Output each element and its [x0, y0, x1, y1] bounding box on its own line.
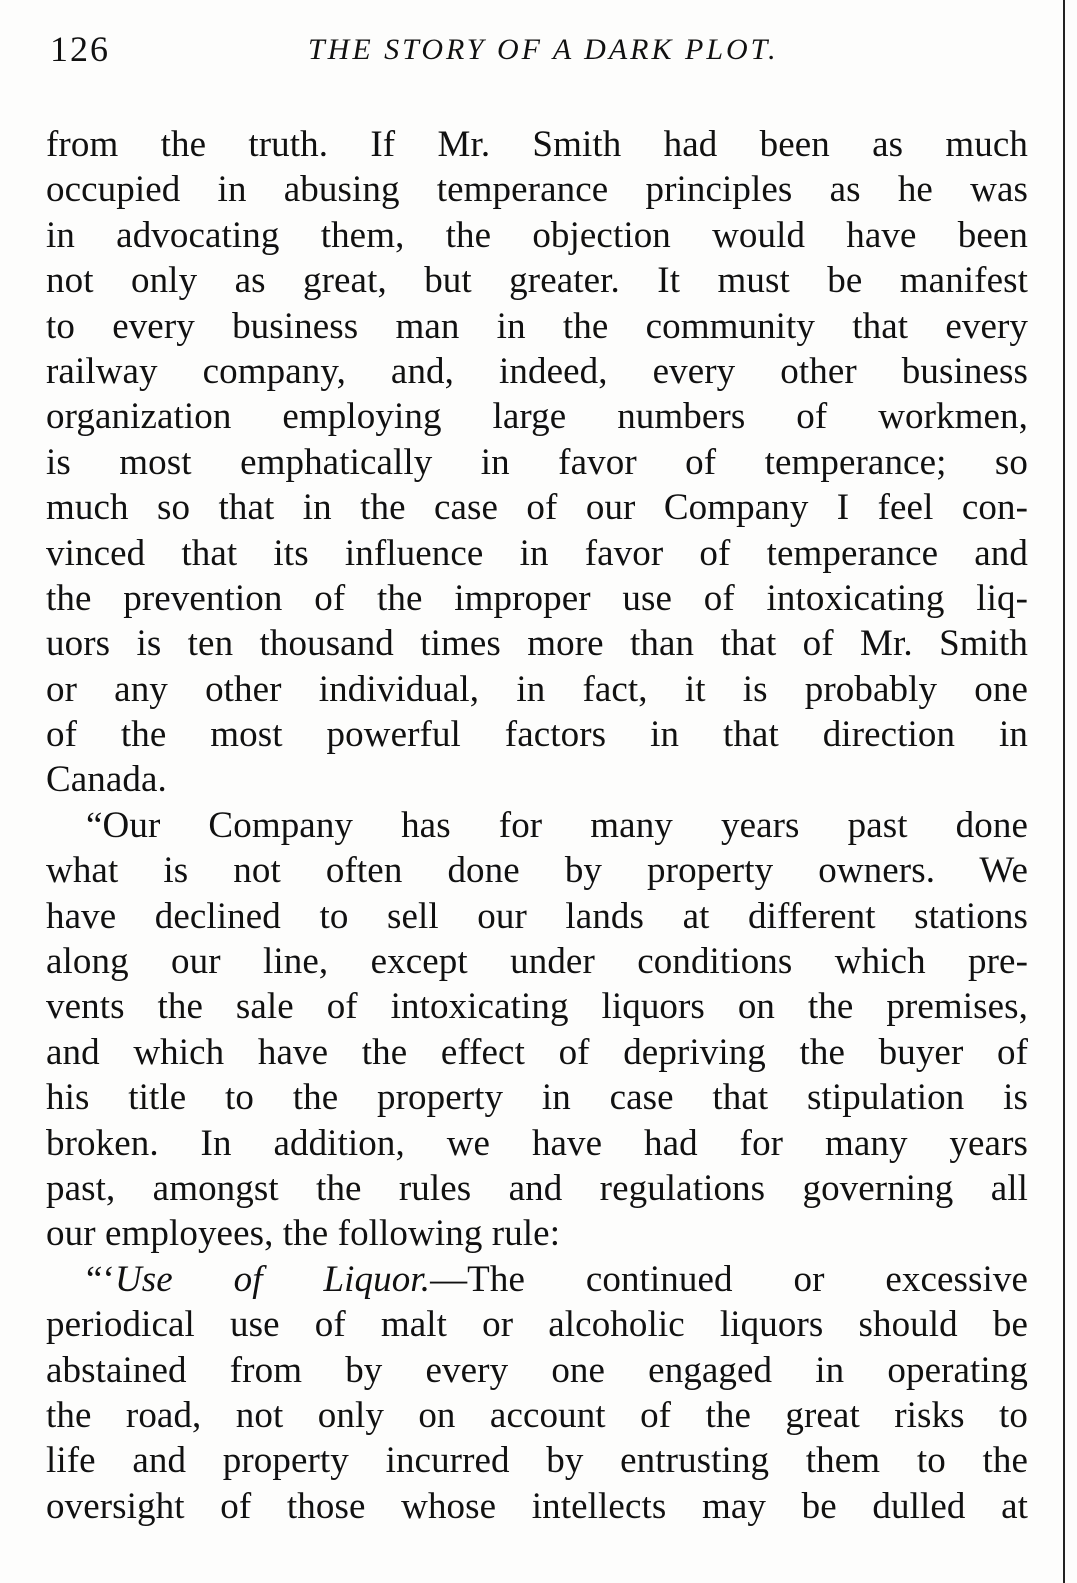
- rule-open-quote: “‘: [86, 1258, 115, 1300]
- text-line: from the truth. If Mr. Smith had been as much: [46, 124, 1028, 165]
- rule-title: Use of Liquor.: [114, 1258, 431, 1300]
- text-line: broken. In addition, we have had for many years: [46, 1122, 1028, 1164]
- page-number: 126: [50, 29, 110, 69]
- rule-heading-line: [46, 1257, 1028, 1302]
- text-line: the prevention of the improper use of intoxicating liq-: [46, 577, 1028, 619]
- text-line: occupied in abusing temperance principles as he was: [46, 169, 1028, 211]
- text-line: uors is ten thousand times more than that of Mr. Smith: [46, 623, 1028, 665]
- text-line: abstained from by every one engaged in operating: [46, 1349, 1028, 1391]
- text-line: along our line, except under conditions which pre-: [46, 941, 1028, 983]
- text-line: not only as great, but greater. It must be manifest: [46, 260, 1028, 302]
- text-line: vinced that its influence in favor of temperance and: [46, 532, 1028, 574]
- text-line: life and property incurred by entrusting them to the: [46, 1440, 1028, 1482]
- text-line: to every business man in the community that every: [46, 305, 1028, 347]
- text-line: “Our Company has for many years past done: [86, 804, 1028, 846]
- text-line: or any other individual, in fact, it is probably one: [46, 668, 1028, 710]
- running-head: THE STORY OF A DARK PLOT.: [308, 33, 779, 66]
- text-line: his title to the property in case that stipulation is: [46, 1077, 1028, 1119]
- text-line: have declined to sell our lands at different stations: [46, 895, 1028, 937]
- page-header: [50, 28, 1040, 72]
- text-line: Canada.: [46, 759, 167, 801]
- page-edge-rule: [1063, 0, 1065, 1583]
- text-line: oversight of those whose intellects may be dulled at: [46, 1485, 1028, 1527]
- text-line: what is not often done by property owners. We: [46, 850, 1028, 892]
- text-line: much so that in the case of our Company I feel con-: [46, 487, 1028, 529]
- text-line: vents the sale of intoxicating liquors on the premises,: [46, 986, 1028, 1028]
- text-line: periodical use of malt or alcoholic liquors should be: [46, 1304, 1028, 1346]
- text-line: in advocating them, the objection would have been: [46, 214, 1028, 256]
- text-line: is most emphatically in favor of temperance; so: [46, 441, 1028, 483]
- body-text: [46, 122, 1028, 1529]
- text-line: of the most powerful factors in that direction in: [46, 714, 1028, 756]
- rule-first-line-text: —The continued or excessive: [430, 1258, 1028, 1300]
- text-line: our employees, the following rule:: [46, 1213, 561, 1255]
- text-line: past, amongst the rules and regulations governing all: [46, 1167, 1028, 1209]
- text-line: and which have the effect of depriving the buyer of: [46, 1031, 1028, 1073]
- text-line: railway company, and, indeed, every other business: [46, 350, 1028, 392]
- text-line: organization employing large numbers of workmen,: [46, 396, 1028, 438]
- text-line: the road, not only on account of the great risks to: [46, 1394, 1028, 1436]
